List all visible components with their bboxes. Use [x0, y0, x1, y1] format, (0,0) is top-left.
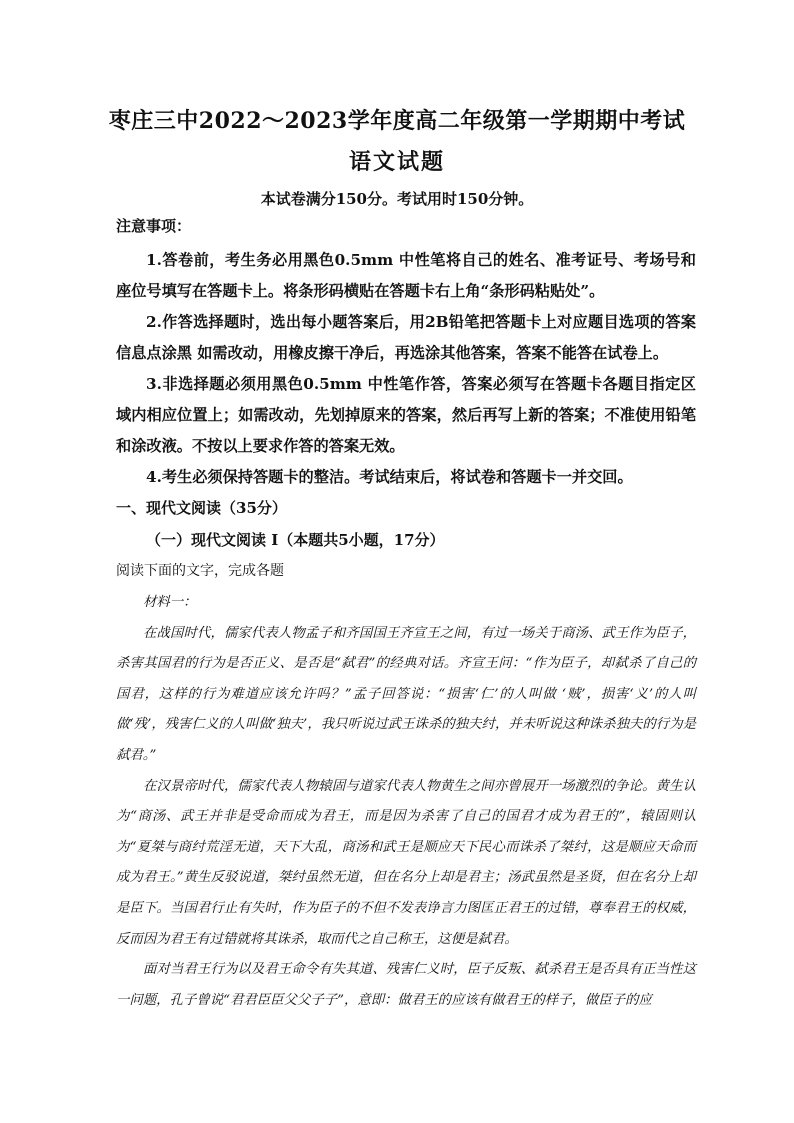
- notice-item: 1.答卷前，考生务必用黑色0.5mm 中性笔将自己的姓名、准考证号、考场号和座位号填写在答题卡上。将条形码横贴在答题卡右上角“条形码粘贴处”。: [116, 251, 696, 300]
- section-subheading: （一）现代文阅读 I（本题共5小题，17分）: [146, 531, 445, 549]
- material-label: 材料一：: [143, 595, 197, 610]
- page-subtitle: 语文试题: [348, 149, 445, 175]
- page-title: 枣庄三中2022～2023学年度高二年级第一学期期中考试: [108, 108, 686, 134]
- material-paragraph: 面对当君王行为以及君王命令有失其道、残害仁义时，臣子反叛、弑杀君王是否具有正当性这一问题，孔子曾说“君君臣臣父父子子”，意即：做君王的应该有做君王的样子，做臣子的应: [116, 962, 696, 1008]
- notice-item: 2.作答选择题时，选出每小题答案后，用2B铅笔把答题卡上对应题目选项的答案信息点涂黑 如需改动，用橡皮擦干净后，再选涂其他答案，答案不能答在试卷上。: [116, 313, 696, 362]
- notice-item: 4.考生必须保持答题卡的整洁。考试结束后，将试卷和答题卡一并交回。: [146, 468, 633, 486]
- notice-item: 3.非选择题必须用黑色0.5mm 中性笔作答，答案必须写在答题卡各题目指定区域内相应位置上；如需改动，先划掉原来的答案，然后再写上新的答案；不准使用铅笔和涂改液。不按以上要求作答的答案无效。: [116, 375, 696, 455]
- exam-info: 本试卷满分150分。考试用时150分钟。: [260, 190, 534, 208]
- material-paragraph: 在战国时代，儒家代表人物孟子和齐国国王齐宣王之间，有过一场关于商汤、武王作为臣子，杀害其国君的行为是否正义、是否是“弑君”的经典对话。齐宣王问：“作为臣子，却弑杀了自己的国君，这样的行为难道应该允许吗？”孟子回答说：“损害‘仁’的人叫做 ‘贼’，损害‘义’的人叫做‘残’，残害仁义的人叫做‘独夫’，我只听说过武王诛杀的独夫纣，并未听说这种诛杀独夫的行为是弑君。”: [116, 625, 696, 763]
- material-paragraph: 在汉景帝时代，儒家代表人物辕固与道家代表人物黄生之间亦曾展开一场激烈的争论。黄生认为“商汤、武王并非是受命而成为君王，而是因为杀害了自己的国君才成为君王的”，辕固则认为“夏桀与商纣荒淫无道，天下大乱，商汤和武王是顺应天下民心而诛杀了桀纣，这是顺应天命而成为君王。”黄生反驳说道，桀纣虽然无道，但在名分上却是君主；汤武虽然是圣贤，但在名分上却是臣下。当国君行止有失时，作为臣子的不但不发表诤言力图匡正君王的过错，尊奉君王的权威，反而因为君王有过错就将其诛杀，取而代之自己称王，这便是弑君。: [116, 778, 696, 947]
- section-heading: 一、现代文阅读（35分）: [116, 499, 287, 517]
- reading-instruction: 阅读下面的文字，完成各题: [116, 563, 284, 579]
- reading-material: [116, 588, 696, 1016]
- notice-list: [116, 245, 696, 493]
- notice-heading: 注意事项：: [116, 217, 192, 235]
